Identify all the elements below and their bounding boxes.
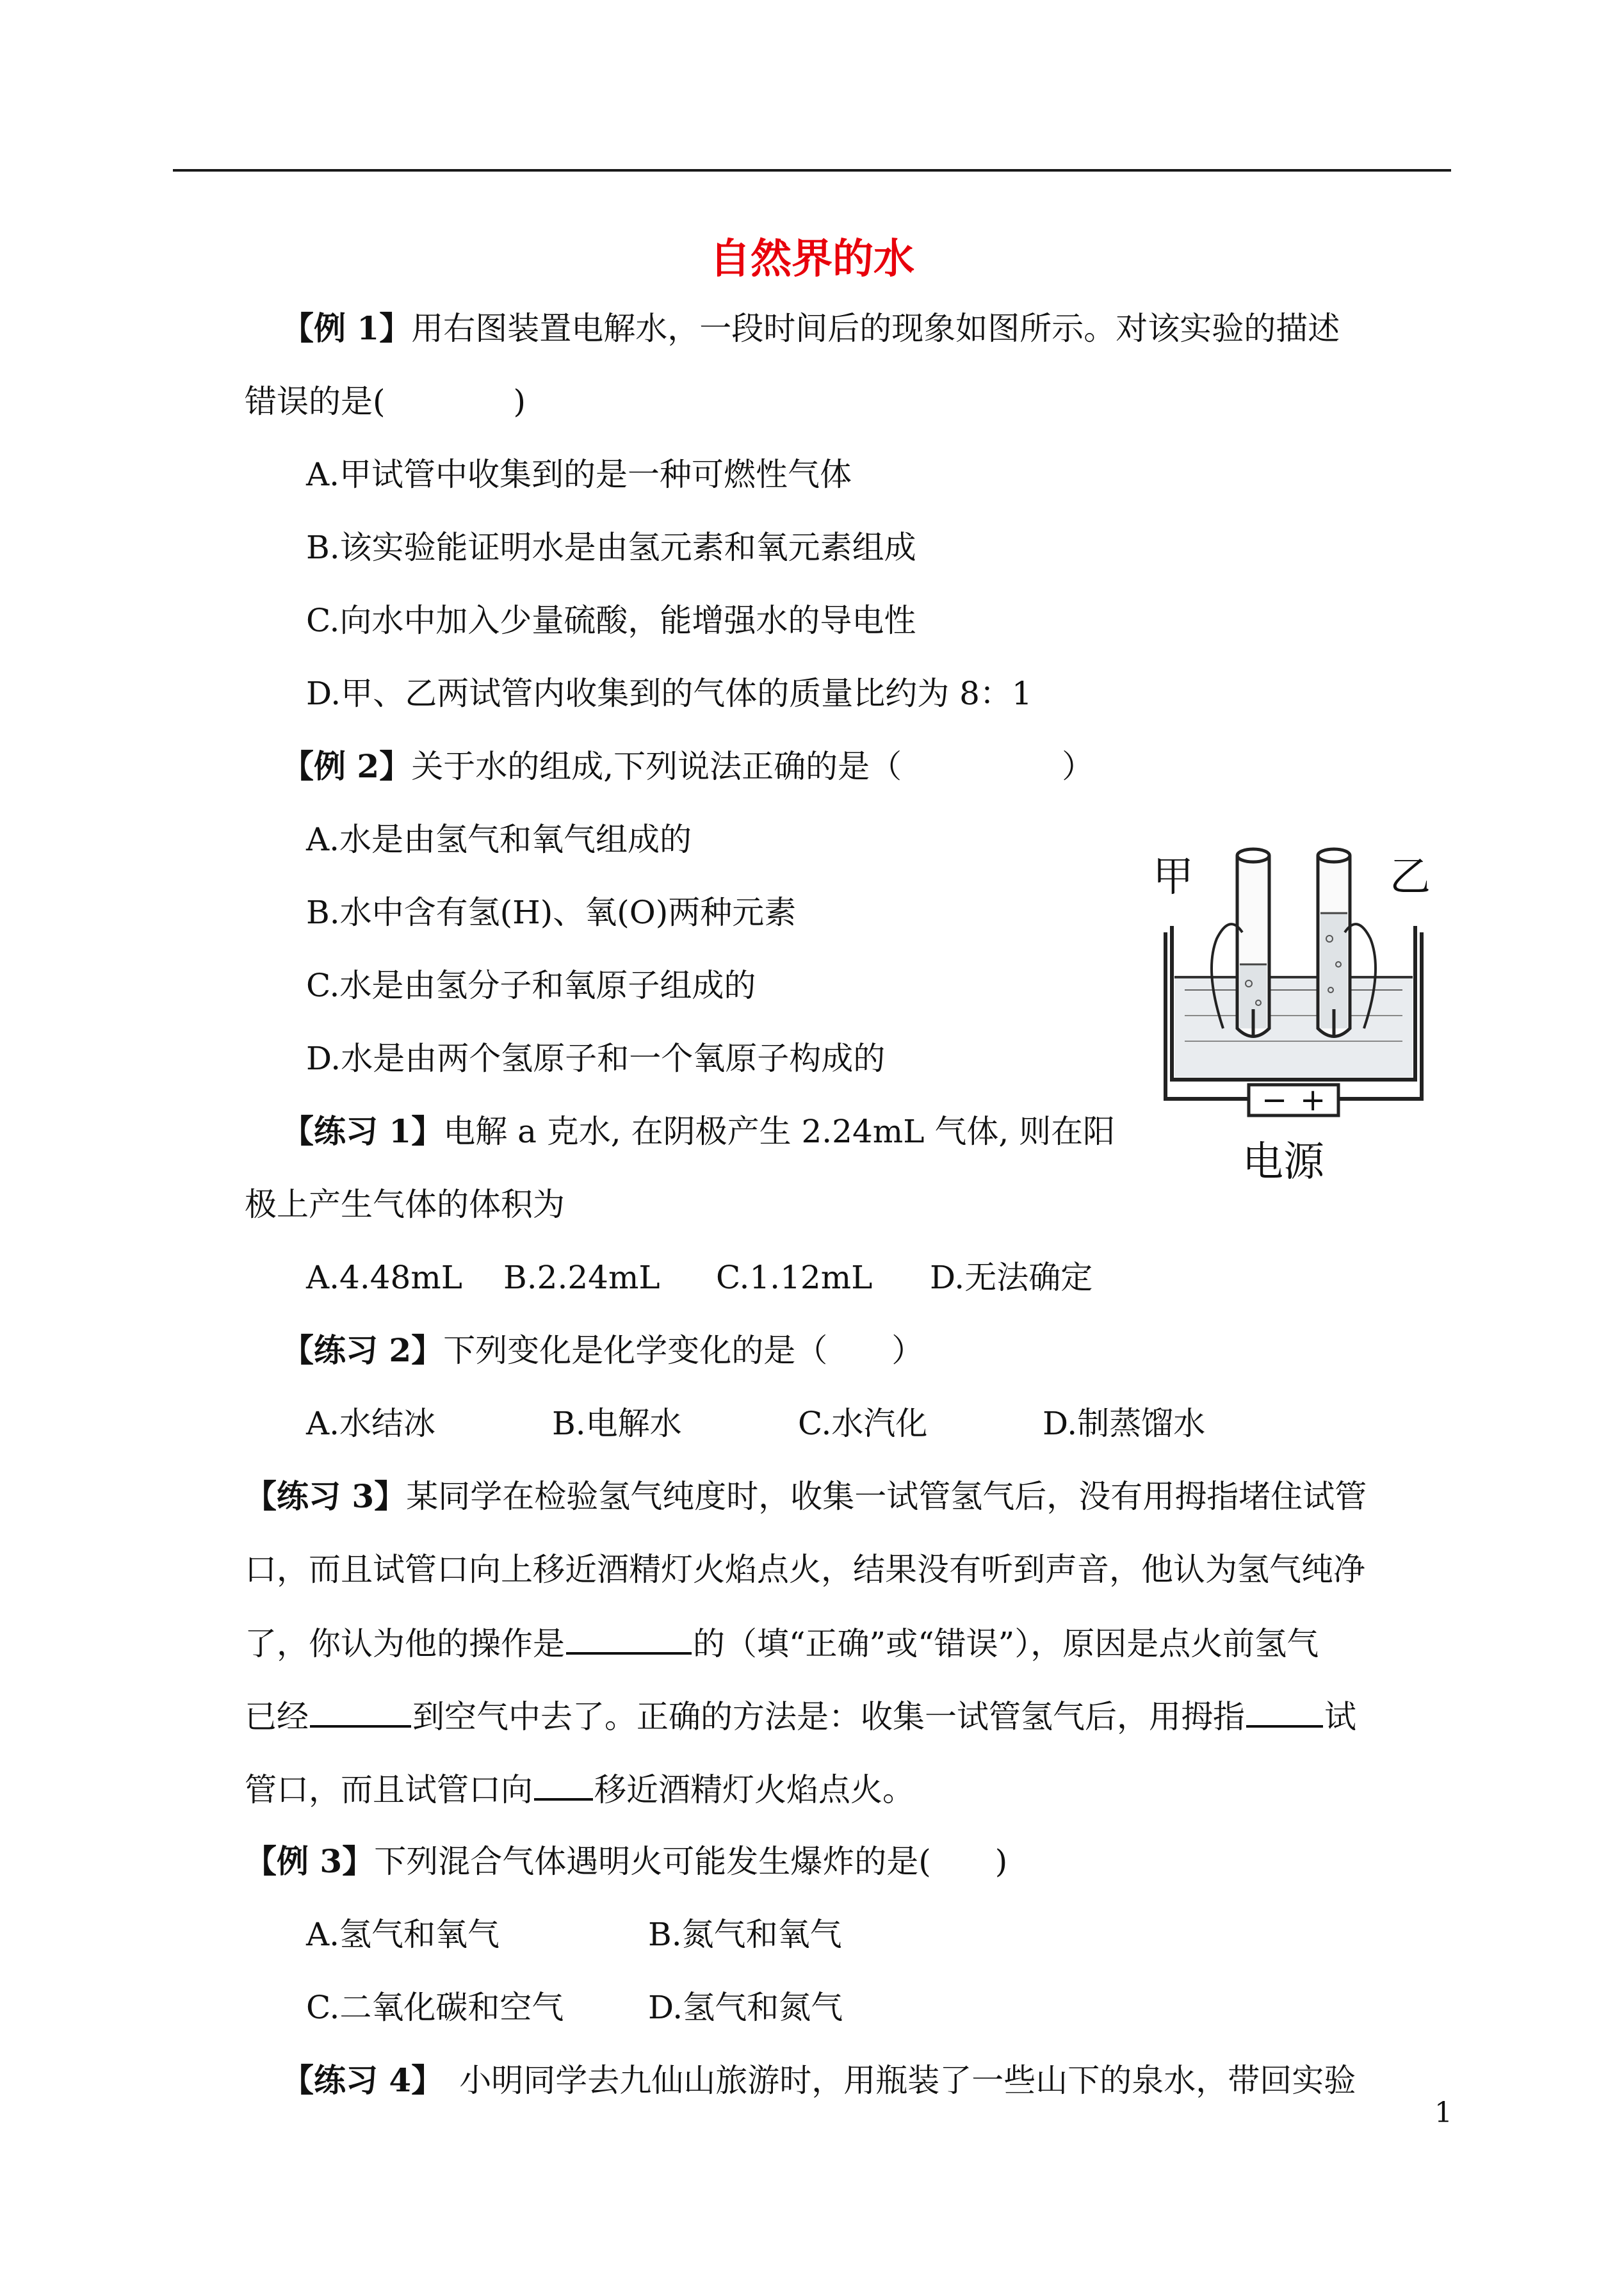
practice-3-text-5a: 管口，而且试管口向 xyxy=(245,1771,533,1808)
example-2-text-1: 关于水的组成,下列说法正确的是（ ） xyxy=(411,748,1094,785)
page-title: 自然界的水 xyxy=(710,236,914,283)
practice-1-option-a: A.4.48mL xyxy=(306,1259,462,1296)
practice-3-text-1: 某同学在检验氢气纯度时，收集一试管氢气后，没有用拇指堵住试管 xyxy=(406,1478,1367,1515)
answer-blank-4[interactable] xyxy=(534,1766,593,1801)
practice-1-option-c: C.1.12mL xyxy=(716,1259,873,1296)
example-3-option-d: D.氢气和氮气 xyxy=(648,1989,843,2026)
practice-1-text-1: 电解 a 克水, 在阴极产生 2.24mL 气体, 则在阳 xyxy=(443,1113,1116,1150)
example-1-option-a: A.甲试管中收集到的是一种可燃性气体 xyxy=(306,456,852,493)
answer-blank-3[interactable] xyxy=(1246,1693,1323,1728)
example-1-text-1: 用右图装置电解水，一段时间后的现象如图所示。对该实验的描述 xyxy=(411,310,1340,347)
practice-4-line-1 xyxy=(282,2058,1356,2103)
example-3-text-1: 下列混合气体遇明火可能发生爆炸的是( ) xyxy=(374,1843,1008,1880)
example-1-option-b: B.该实验能证明水是由氢元素和氧元素组成 xyxy=(306,529,916,566)
practice-3-text-4a: 已经 xyxy=(245,1698,309,1735)
practice-2-tag: 【练习 2】 xyxy=(282,1331,444,1369)
electrolysis-apparatus-figure xyxy=(1146,817,1441,1208)
electrolysis-diagram xyxy=(1146,817,1441,1208)
practice-1-option-b: B.2.24mL xyxy=(503,1259,660,1296)
minus-sign: − xyxy=(1262,1082,1288,1118)
practice-3-text-3b: 的（填“正确”或“错误”），原因是点火前氢气 xyxy=(693,1625,1319,1662)
example-2-option-a: A.水是由氢气和氧气组成的 xyxy=(306,821,692,858)
practice-1-option-d: D.无法确定 xyxy=(930,1259,1093,1296)
practice-3-text-5b: 移近酒精灯火焰点火。 xyxy=(594,1771,914,1808)
practice-2-option-c: C.水汽化 xyxy=(798,1405,928,1442)
practice-3-line-5 xyxy=(245,1766,914,1812)
practice-3-line-2: 口，而且试管口向上移近酒精灯火焰点火，结果没有听到声音，他认为氢气纯净 xyxy=(245,1551,1365,1588)
practice-3-text-4c: 试 xyxy=(1324,1698,1356,1735)
practice-3-line-4 xyxy=(245,1693,1356,1739)
practice-2-option-b: B.电解水 xyxy=(552,1405,682,1442)
header-rule xyxy=(173,169,1451,172)
example-3-option-c: C.二氧化碳和空气 xyxy=(306,1989,564,2026)
example-2-option-d: D.水是由两个氢原子和一个氧原子构成的 xyxy=(306,1040,886,1077)
label-yi: 乙 xyxy=(1390,854,1431,901)
practice-2-line-1 xyxy=(282,1328,923,1373)
practice-3-line-1 xyxy=(245,1474,1367,1519)
practice-4-text-1: 小明同学去九仙山旅游时，用瓶装了一些山下的泉水，带回实验 xyxy=(427,2062,1356,2099)
practice-2-option-a: A.水结冰 xyxy=(306,1405,436,1442)
example-1-line-2: 错误的是( ) xyxy=(245,383,526,420)
practice-3-line-3 xyxy=(245,1620,1319,1666)
practice-1-line-2: 极上产生气体的体积为 xyxy=(245,1186,565,1223)
answer-blank-1[interactable] xyxy=(566,1620,692,1655)
label-jia: 甲 xyxy=(1153,854,1194,901)
practice-2-option-d: D.制蒸馏水 xyxy=(1043,1405,1206,1442)
example-1-option-c: C.向水中加入少量硫酸，能增强水的导电性 xyxy=(306,602,916,639)
example-2-tag: 【例 2】 xyxy=(282,747,412,785)
example-3-option-a: A.氢气和氧气 xyxy=(306,1916,500,1953)
practice-2-text-1: 下列变化是化学变化的是（ ） xyxy=(443,1332,924,1369)
practice-4-tag: 【练习 4】 xyxy=(282,2061,428,2099)
example-3-line-1 xyxy=(245,1839,1007,1884)
example-3-option-b: B.氮气和氧气 xyxy=(648,1916,842,1953)
example-1-tag: 【例 1】 xyxy=(282,309,412,347)
example-1-option-d: D.甲、乙两试管内收集到的气体的质量比约为 8：1 xyxy=(306,675,1032,712)
answer-blank-2[interactable] xyxy=(310,1693,411,1728)
example-1-line-1 xyxy=(282,306,1340,351)
power-source-label: 电源 xyxy=(1242,1139,1324,1186)
example-2-option-c: C.水是由氢分子和氧原子组成的 xyxy=(306,967,756,1004)
practice-1-line-1 xyxy=(282,1109,1115,1154)
water xyxy=(1174,977,1413,1077)
practice-3-text-3a: 了，你认为他的操作是 xyxy=(245,1625,565,1662)
example-2-option-b: B.水中含有氢(H)、氧(O)两种元素 xyxy=(306,894,797,931)
example-3-tag: 【例 3】 xyxy=(245,1842,375,1880)
practice-3-text-4b: 到空气中去了。正确的方法是：收集一试管氢气后，用拇指 xyxy=(412,1698,1245,1735)
plus-sign: + xyxy=(1300,1082,1326,1118)
example-2-line-1 xyxy=(282,744,1094,789)
practice-3-tag: 【练习 3】 xyxy=(245,1477,407,1515)
practice-1-tag: 【练习 1】 xyxy=(282,1112,444,1150)
page-number: 1 xyxy=(1434,2096,1452,2129)
